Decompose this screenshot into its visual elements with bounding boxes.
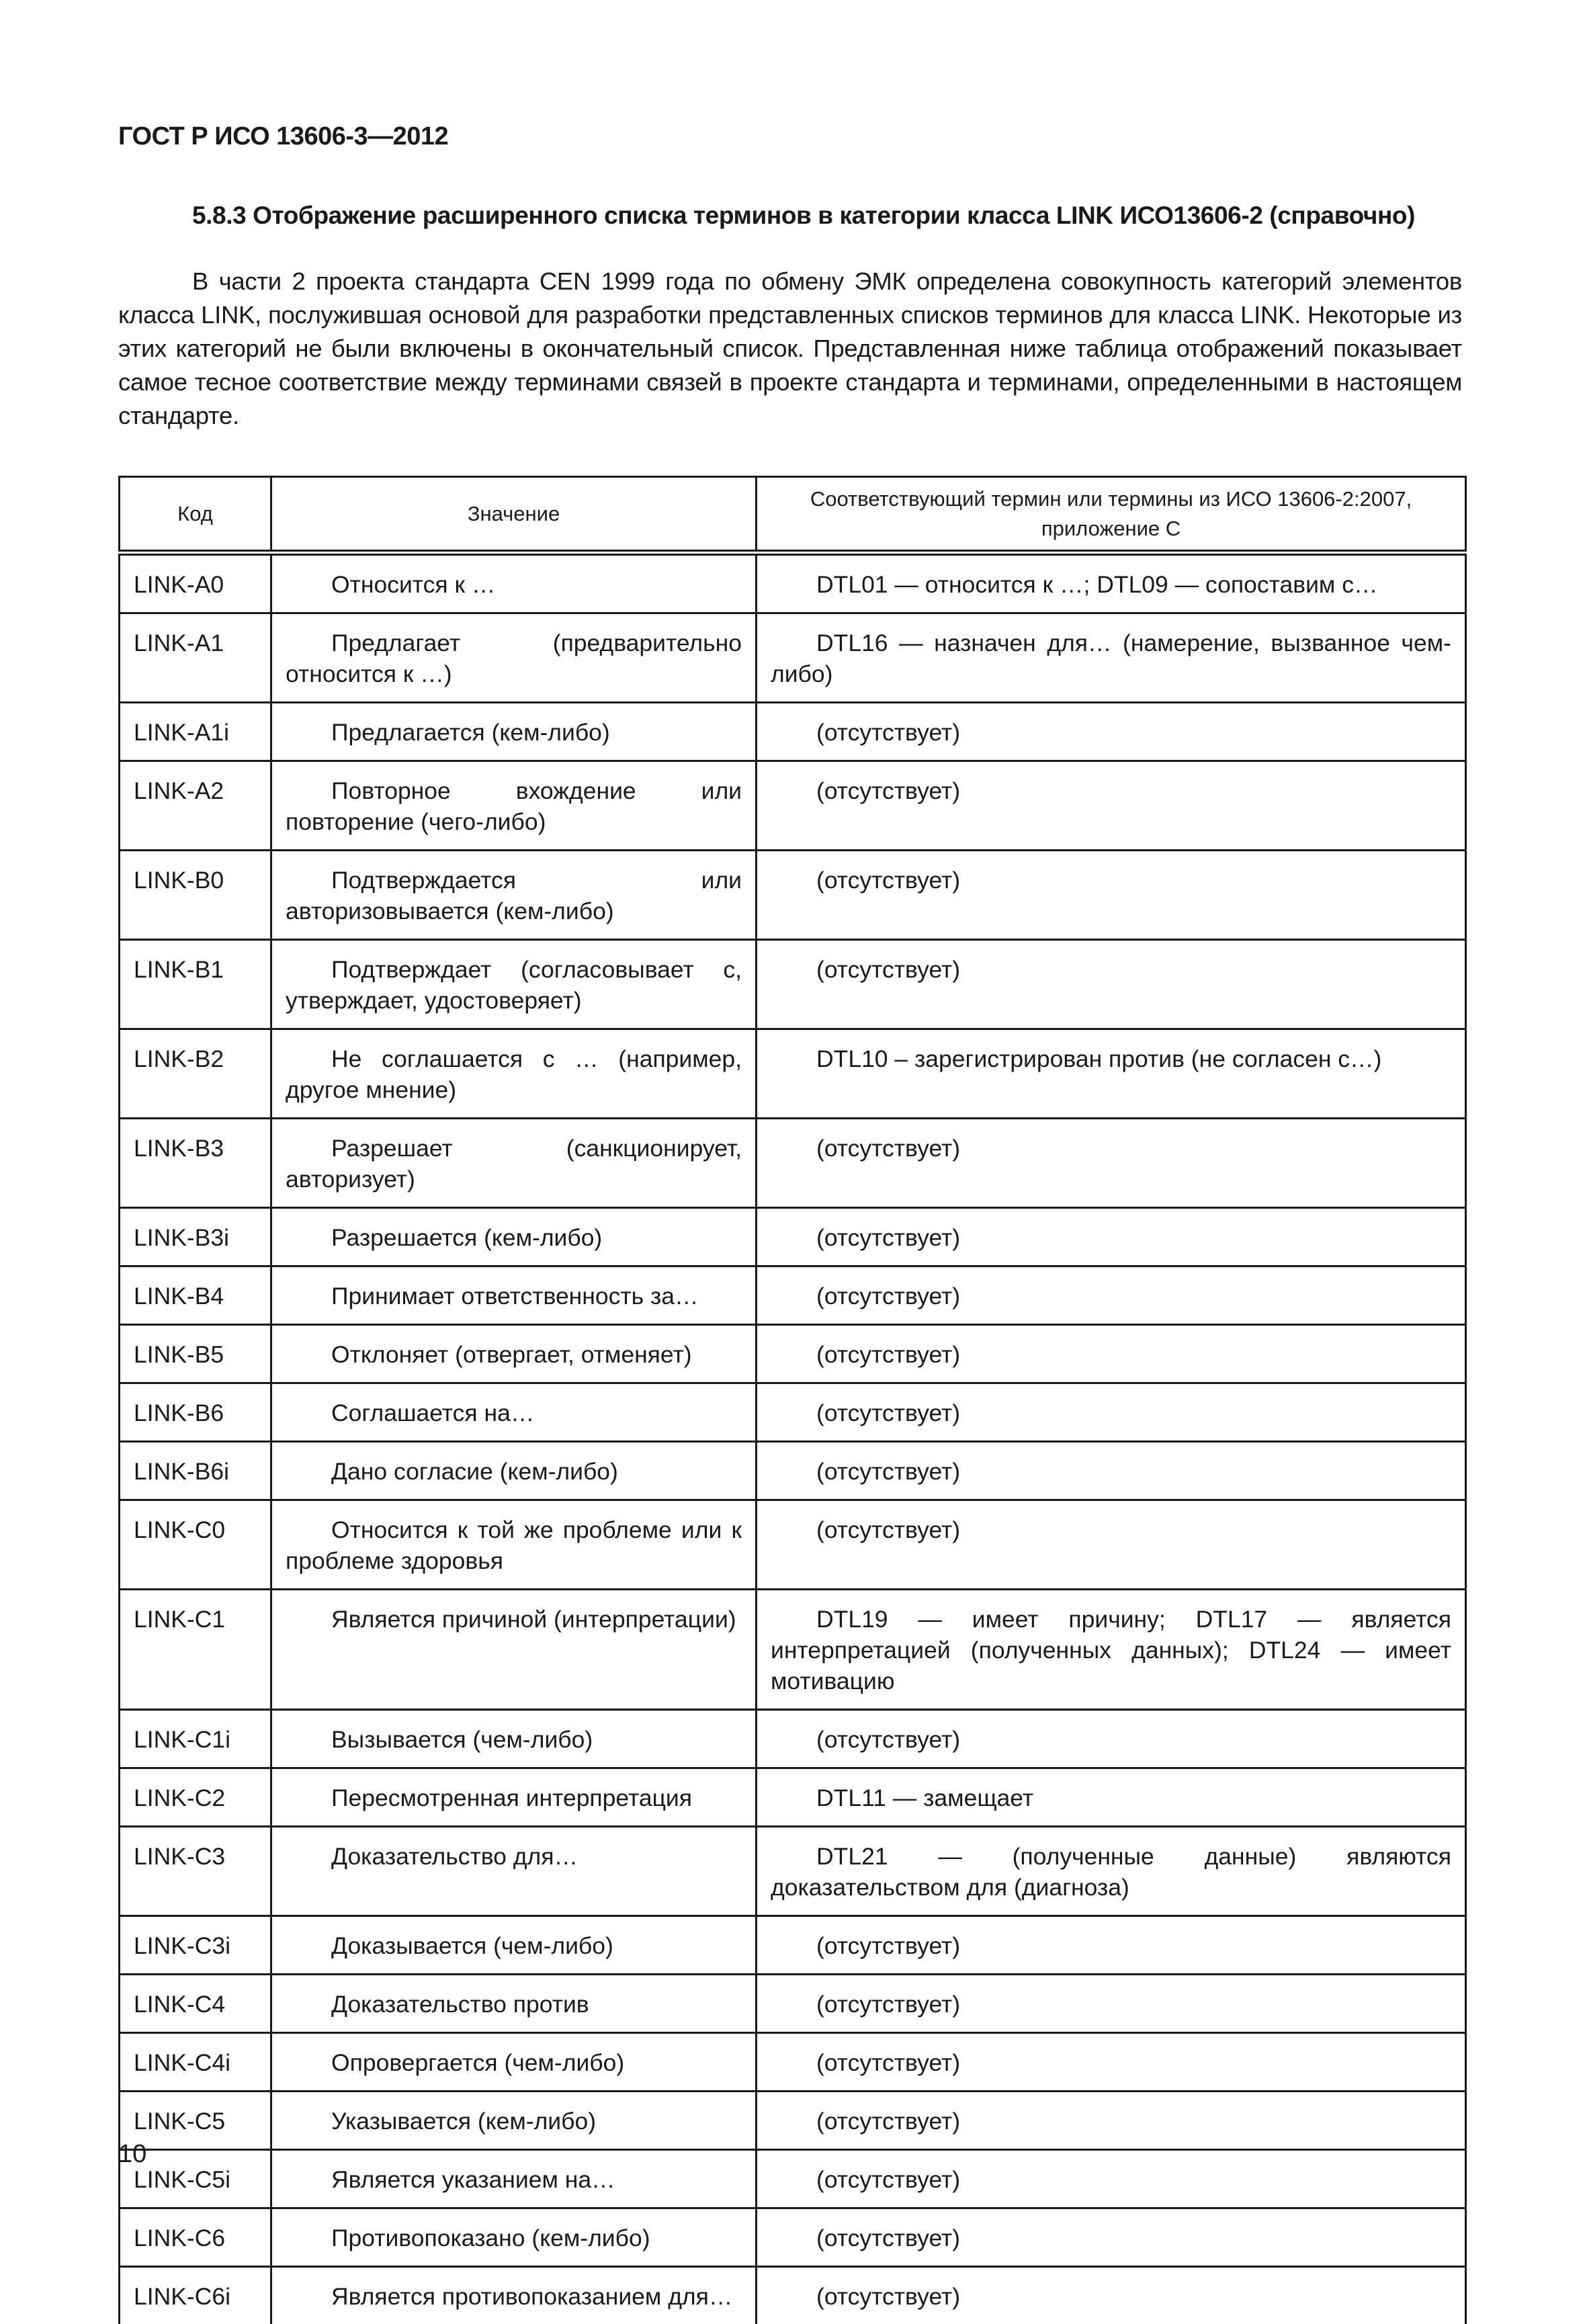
corresponding-cell: (отсутствует): [757, 1916, 1466, 1975]
table-row: [120, 940, 1466, 1029]
code-cell: LINK-B3: [120, 1119, 271, 1208]
meaning-cell: Является указанием на…: [271, 2150, 757, 2208]
corresponding-cell: (отсутствует): [757, 761, 1466, 851]
corresponding-cell: (отсутствует): [757, 2033, 1466, 2092]
meaning-cell: Доказательство для…: [271, 1827, 757, 1916]
meaning-cell: Предлагается (кем-либо): [271, 703, 757, 761]
table-row: [120, 2033, 1466, 2092]
code-cell: LINK-A2: [120, 761, 271, 851]
meaning-cell: Подтверждается или авторизовывается (кем-либо): [271, 851, 757, 940]
table-row: [120, 1029, 1466, 1119]
code-cell: LINK-C4i: [120, 2033, 271, 2092]
corresponding-cell: (отсутствует): [757, 1266, 1466, 1325]
corresponding-cell: DTL10 – зарегистрирован против (не согласен с…): [757, 1029, 1466, 1119]
table-row: [120, 1590, 1466, 1710]
table-row: [120, 1710, 1466, 1768]
corresponding-cell: DTL21 — (полученные данные) являются доказательством для (диагноза): [757, 1827, 1466, 1916]
code-cell: LINK-C5i: [120, 2150, 271, 2208]
corresponding-cell: (отсутствует): [757, 1975, 1466, 2033]
corresponding-cell: (отсутствует): [757, 1325, 1466, 1383]
corresponding-cell: DTL19 — имеет причину; DTL17 — является интерпретацией (полученных данных); DTL24 — имеет мотивацию: [757, 1590, 1466, 1710]
code-cell: LINK-B5: [120, 1325, 271, 1383]
table-row: [120, 613, 1466, 703]
code-cell: LINK-B2: [120, 1029, 271, 1119]
table-row: [120, 1119, 1466, 1208]
code-cell: LINK-B6i: [120, 1442, 271, 1500]
code-cell: LINK-C2: [120, 1768, 271, 1827]
corresponding-cell: DTL11 — замещает: [757, 1768, 1466, 1827]
corresponding-cell: (отсутствует): [757, 851, 1466, 940]
table-row: [120, 1442, 1466, 1500]
code-cell: LINK-A0: [120, 553, 271, 613]
meaning-cell: Указывается (кем-либо): [271, 2092, 757, 2150]
table-row: [120, 2092, 1466, 2150]
table-row: [120, 1266, 1466, 1325]
corresponding-cell: (отсутствует): [757, 1442, 1466, 1500]
code-cell: LINK-B4: [120, 1266, 271, 1325]
code-cell: LINK-C3: [120, 1827, 271, 1916]
code-cell: LINK-C6: [120, 2208, 271, 2267]
table-header-row: [120, 477, 1466, 553]
corresponding-cell: (отсутствует): [757, 1208, 1466, 1266]
table-row: [120, 1975, 1466, 2033]
meaning-cell: Доказательство против: [271, 1975, 757, 2033]
section-body: В части 2 проекта стандарта CEN 1999 года по обмену ЭМК определена совокупность категорий элементов класса LINK, послужившая основой для разработки представленных списков терминов для класса LINK. Некоторые из этих категорий не были включены в окончательный список. Представленная ниже таблица отображений показывает самое тесное соответствие между терминами связей в проекте стандарта и терминами, определенными в настоящем стандарте.: [118, 265, 1462, 433]
meaning-cell: Разрешается (кем-либо): [271, 1208, 757, 1266]
table-row: [120, 851, 1466, 940]
table-row: [120, 1208, 1466, 1266]
code-cell: LINK-B0: [120, 851, 271, 940]
code-cell: LINK-B1: [120, 940, 271, 1029]
table-row: [120, 553, 1466, 613]
corresponding-cell: (отсутствует): [757, 2150, 1466, 2208]
corresponding-cell: (отсутствует): [757, 1119, 1466, 1208]
corresponding-cell: (отсутствует): [757, 1500, 1466, 1590]
code-cell: LINK-C0: [120, 1500, 271, 1590]
table-row: [120, 1383, 1466, 1442]
meaning-cell: Подтверждает (согласовывает с, утверждает, удостоверяет): [271, 940, 757, 1029]
corresponding-cell: (отсутствует): [757, 2208, 1466, 2267]
meaning-cell: Относится к той же проблеме или к проблеме здоровья: [271, 1500, 757, 1590]
meaning-cell: Вызывается (чем-либо): [271, 1710, 757, 1768]
meaning-cell: Является причиной (интерпретации): [271, 1590, 757, 1710]
column-header-corresponding: Соответствующий термин или термины из ИСО 13606-2:2007, приложение С: [757, 477, 1466, 553]
page-number: 10: [118, 2140, 146, 2169]
meaning-cell: Разрешает (санкционирует, авторизует): [271, 1119, 757, 1208]
code-cell: LINK-B6: [120, 1383, 271, 1442]
meaning-cell: Соглашается на…: [271, 1383, 757, 1442]
code-cell: LINK-C5: [120, 2092, 271, 2150]
table-row: [120, 1500, 1466, 1590]
code-cell: LINK-C4: [120, 1975, 271, 2033]
column-header-code: Код: [120, 477, 271, 553]
table-row: [120, 1768, 1466, 1827]
code-cell: LINK-A1: [120, 613, 271, 703]
meaning-cell: Не соглашается с … (например, другое мнение): [271, 1029, 757, 1119]
table-row: [120, 1916, 1466, 1975]
corresponding-cell: (отсутствует): [757, 940, 1466, 1029]
meaning-cell: Отклоняет (отвергает, отменяет): [271, 1325, 757, 1383]
corresponding-cell: DTL16 — назначен для… (намерение, вызванное чем-либо): [757, 613, 1466, 703]
table-body: [120, 553, 1466, 2324]
corresponding-cell: (отсутствует): [757, 703, 1466, 761]
table-row: [120, 2150, 1466, 2208]
meaning-cell: Относится к …: [271, 553, 757, 613]
corresponding-cell: (отсутствует): [757, 1383, 1466, 1442]
link-terms-table: [118, 476, 1467, 2324]
column-header-meaning: Значение: [271, 477, 757, 553]
code-cell: LINK-B3i: [120, 1208, 271, 1266]
meaning-cell: Предлагает (предварительно относится к …): [271, 613, 757, 703]
meaning-cell: Дано согласие (кем-либо): [271, 1442, 757, 1500]
corresponding-cell: DTL01 — относится к …; DTL09 — сопоставим с…: [757, 553, 1466, 613]
meaning-cell: Доказывается (чем-либо): [271, 1916, 757, 1975]
corresponding-cell: (отсутствует): [757, 2092, 1466, 2150]
corresponding-cell: (отсутствует): [757, 1710, 1466, 1768]
table-row: [120, 2267, 1466, 2324]
document-id: ГОСТ Р ИСО 13606-3—2012: [118, 122, 448, 151]
code-cell: LINK-C3i: [120, 1916, 271, 1975]
table-row: [120, 1827, 1466, 1916]
meaning-cell: Повторное вхождение или повторение (чего-либо): [271, 761, 757, 851]
meaning-cell: Является противопоказанием для…: [271, 2267, 757, 2324]
code-cell: LINK-C6i: [120, 2267, 271, 2324]
code-cell: LINK-C1i: [120, 1710, 271, 1768]
meaning-cell: Противопоказано (кем-либо): [271, 2208, 757, 2267]
section-title: 5.8.3 Отображение расширенного списка терминов в категории класса LINK ИСО13606-2 (справочно): [118, 199, 1462, 232]
corresponding-cell: (отсутствует): [757, 2267, 1466, 2324]
meaning-cell: Принимает ответственность за…: [271, 1266, 757, 1325]
code-cell: LINK-C1: [120, 1590, 271, 1710]
table-row: [120, 1325, 1466, 1383]
code-cell: LINK-A1i: [120, 703, 271, 761]
meaning-cell: Пересмотренная интерпретация: [271, 1768, 757, 1827]
meaning-cell: Опровергается (чем-либо): [271, 2033, 757, 2092]
table-row: [120, 703, 1466, 761]
table-row: [120, 761, 1466, 851]
table-row: [120, 2208, 1466, 2267]
